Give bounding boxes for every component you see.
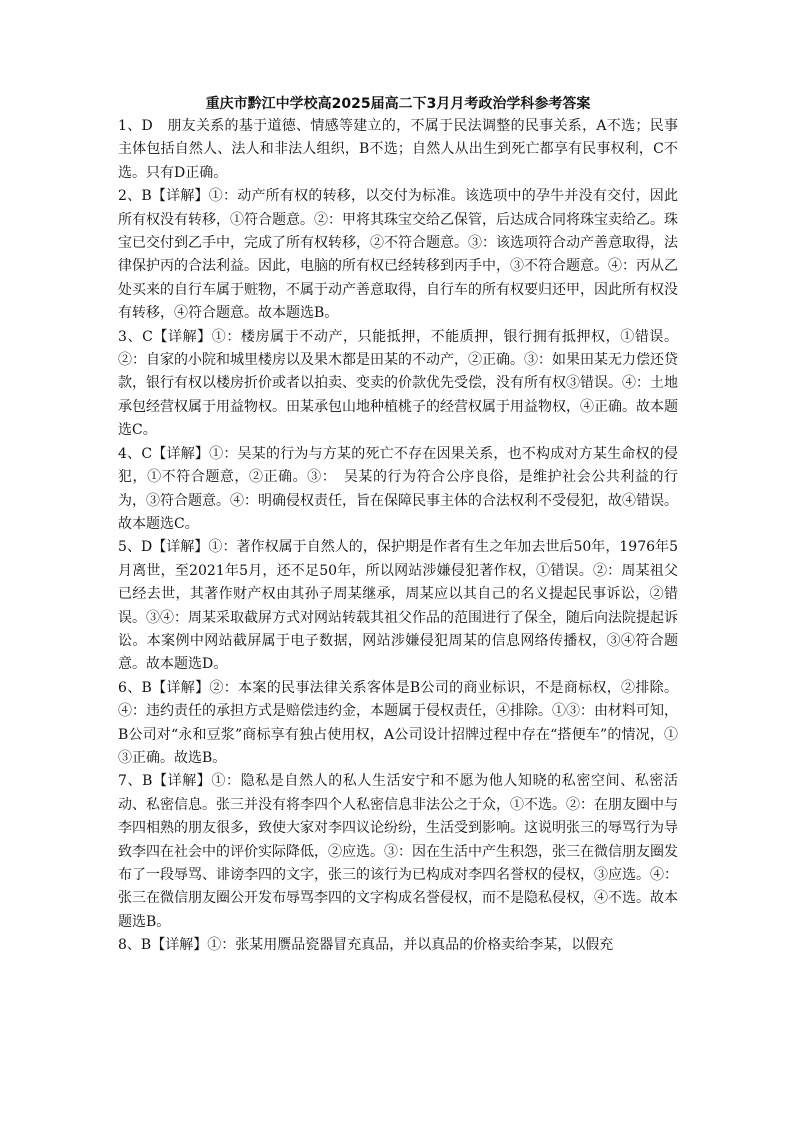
answer-7: 7、B【详解】①：隐私是自然人的私人生活安宁和不愿为他人知晓的私密空间、私密活动、私密信息。张三并没有将李四个人私密信息非法公之于众，①不选。②：在朋友圈中与李四相熟的朋友很多，致使大家对李四议论纷纷，生活受到影响。这说明张三的辱骂行为导致李四在社会中的评价实际降低，②应选。③：因在生活中产生积怨，张三在微信朋友圈发布了一段辱骂、诽谤李四的文字，张三的该行为已构成对李四名誉权的侵权，③应选。④：张三在微信朋友圈公开发布辱骂李四的文字构成名誉侵权，而不是隐私侵权，④不选。故本题选B。	[118, 773, 678, 930]
answer-sheet	[118, 94, 678, 958]
answer-1: 1、D 朋友关系的基于道德、情感等建立的，不属于民法调整的民事关系，A不选；民事主体包括自然人、法人和非法人组织，B不选；自然人从出生到死亡都享有民事权利，C不选。只有D正确。	[118, 118, 678, 181]
answer-3: 3、C【详解】①：楼房属于不动产，只能抵押，不能质押，银行拥有抵押权，①错误。②：自家的小院和城里楼房以及果木都是田某的不动产，②正确。③：如果田某无力偿还贷款，银行有权以楼房折价或者以拍卖、变卖的价款优先受偿，没有所有权③错误。④：土地承包经营权属于用益物权。田某承包山地种植桃子的经营权属于用益物权，④正确。故本题选C。	[118, 328, 678, 439]
answer-6: 6、B【详解】②：本案的民事法律关系客体是B公司的商业标识，不是商标权，②排除。④：违约责任的承担方式是赔偿违约金，本题属于侵权责任，④排除。①③：由材料可知，B公司对“永和豆浆”商标享有独占使用权，A公司设计招牌过程中存在“搭便车”的情况，①③正确。故选B。	[118, 679, 678, 766]
answer-4: 4、C【详解】①：吴某的行为与方某的死亡不存在因果关系，也不构成对方某生命权的侵犯，①不符合题意，②正确。③： 吴某的行为符合公序良俗，是维护社会公共利益的行为，③符合题意。④：明确侵权责任，旨在保障民事主体的合法权利不受侵犯，故④错误。故本题选C。	[118, 445, 678, 532]
answer-8: 8、B【详解】①：张某用赝品瓷器冒充真品，并以真品的价格卖给李某，以假充	[118, 937, 614, 954]
answer-2: 2、B【详解】①：动产所有权的转移，以交付为标准。该选项中的孕牛并没有交付，因此所有权没有转移，①符合题意。②：甲将其珠宝交给乙保管，后达成合同将珠宝卖给乙。珠宝已交付到乙手中，完成了所有权转移，②不符合题意。③：该选项符合动产善意取得，法律保护丙的合法利益。因此，电脑的所有权已经转移到丙手中，③不符合题意。④：丙从乙处买来的自行车属于赃物，不属于动产善意取得，自行车的所有权要归还甲，因此所有权没有转移，④符合题意。故本题选B。	[118, 188, 678, 322]
answer-5: 5、D【详解】①：著作权属于自然人的，保护期是作者有生之年加去世后50年，1976年5月离世，至2021年5月，还不足50年，所以网站涉嫌侵犯著作权，①错误。②：周某祖父已经去世，其著作财产权由其孙子周某继承，周某应以其自己的名义提起民事诉讼，②错误。③④：周某采取截屏方式对网站转载其祖父作品的范围进行了保全，随后向法院提起诉讼。本案例中网站截屏属于电子数据，网站涉嫌侵犯周某的信息网络传播权，③④符合题意。故本题选D。	[118, 539, 678, 673]
page-title: 重庆市黔江中学校高2025届高二下3月月考政治学科参考答案	[205, 96, 591, 112]
